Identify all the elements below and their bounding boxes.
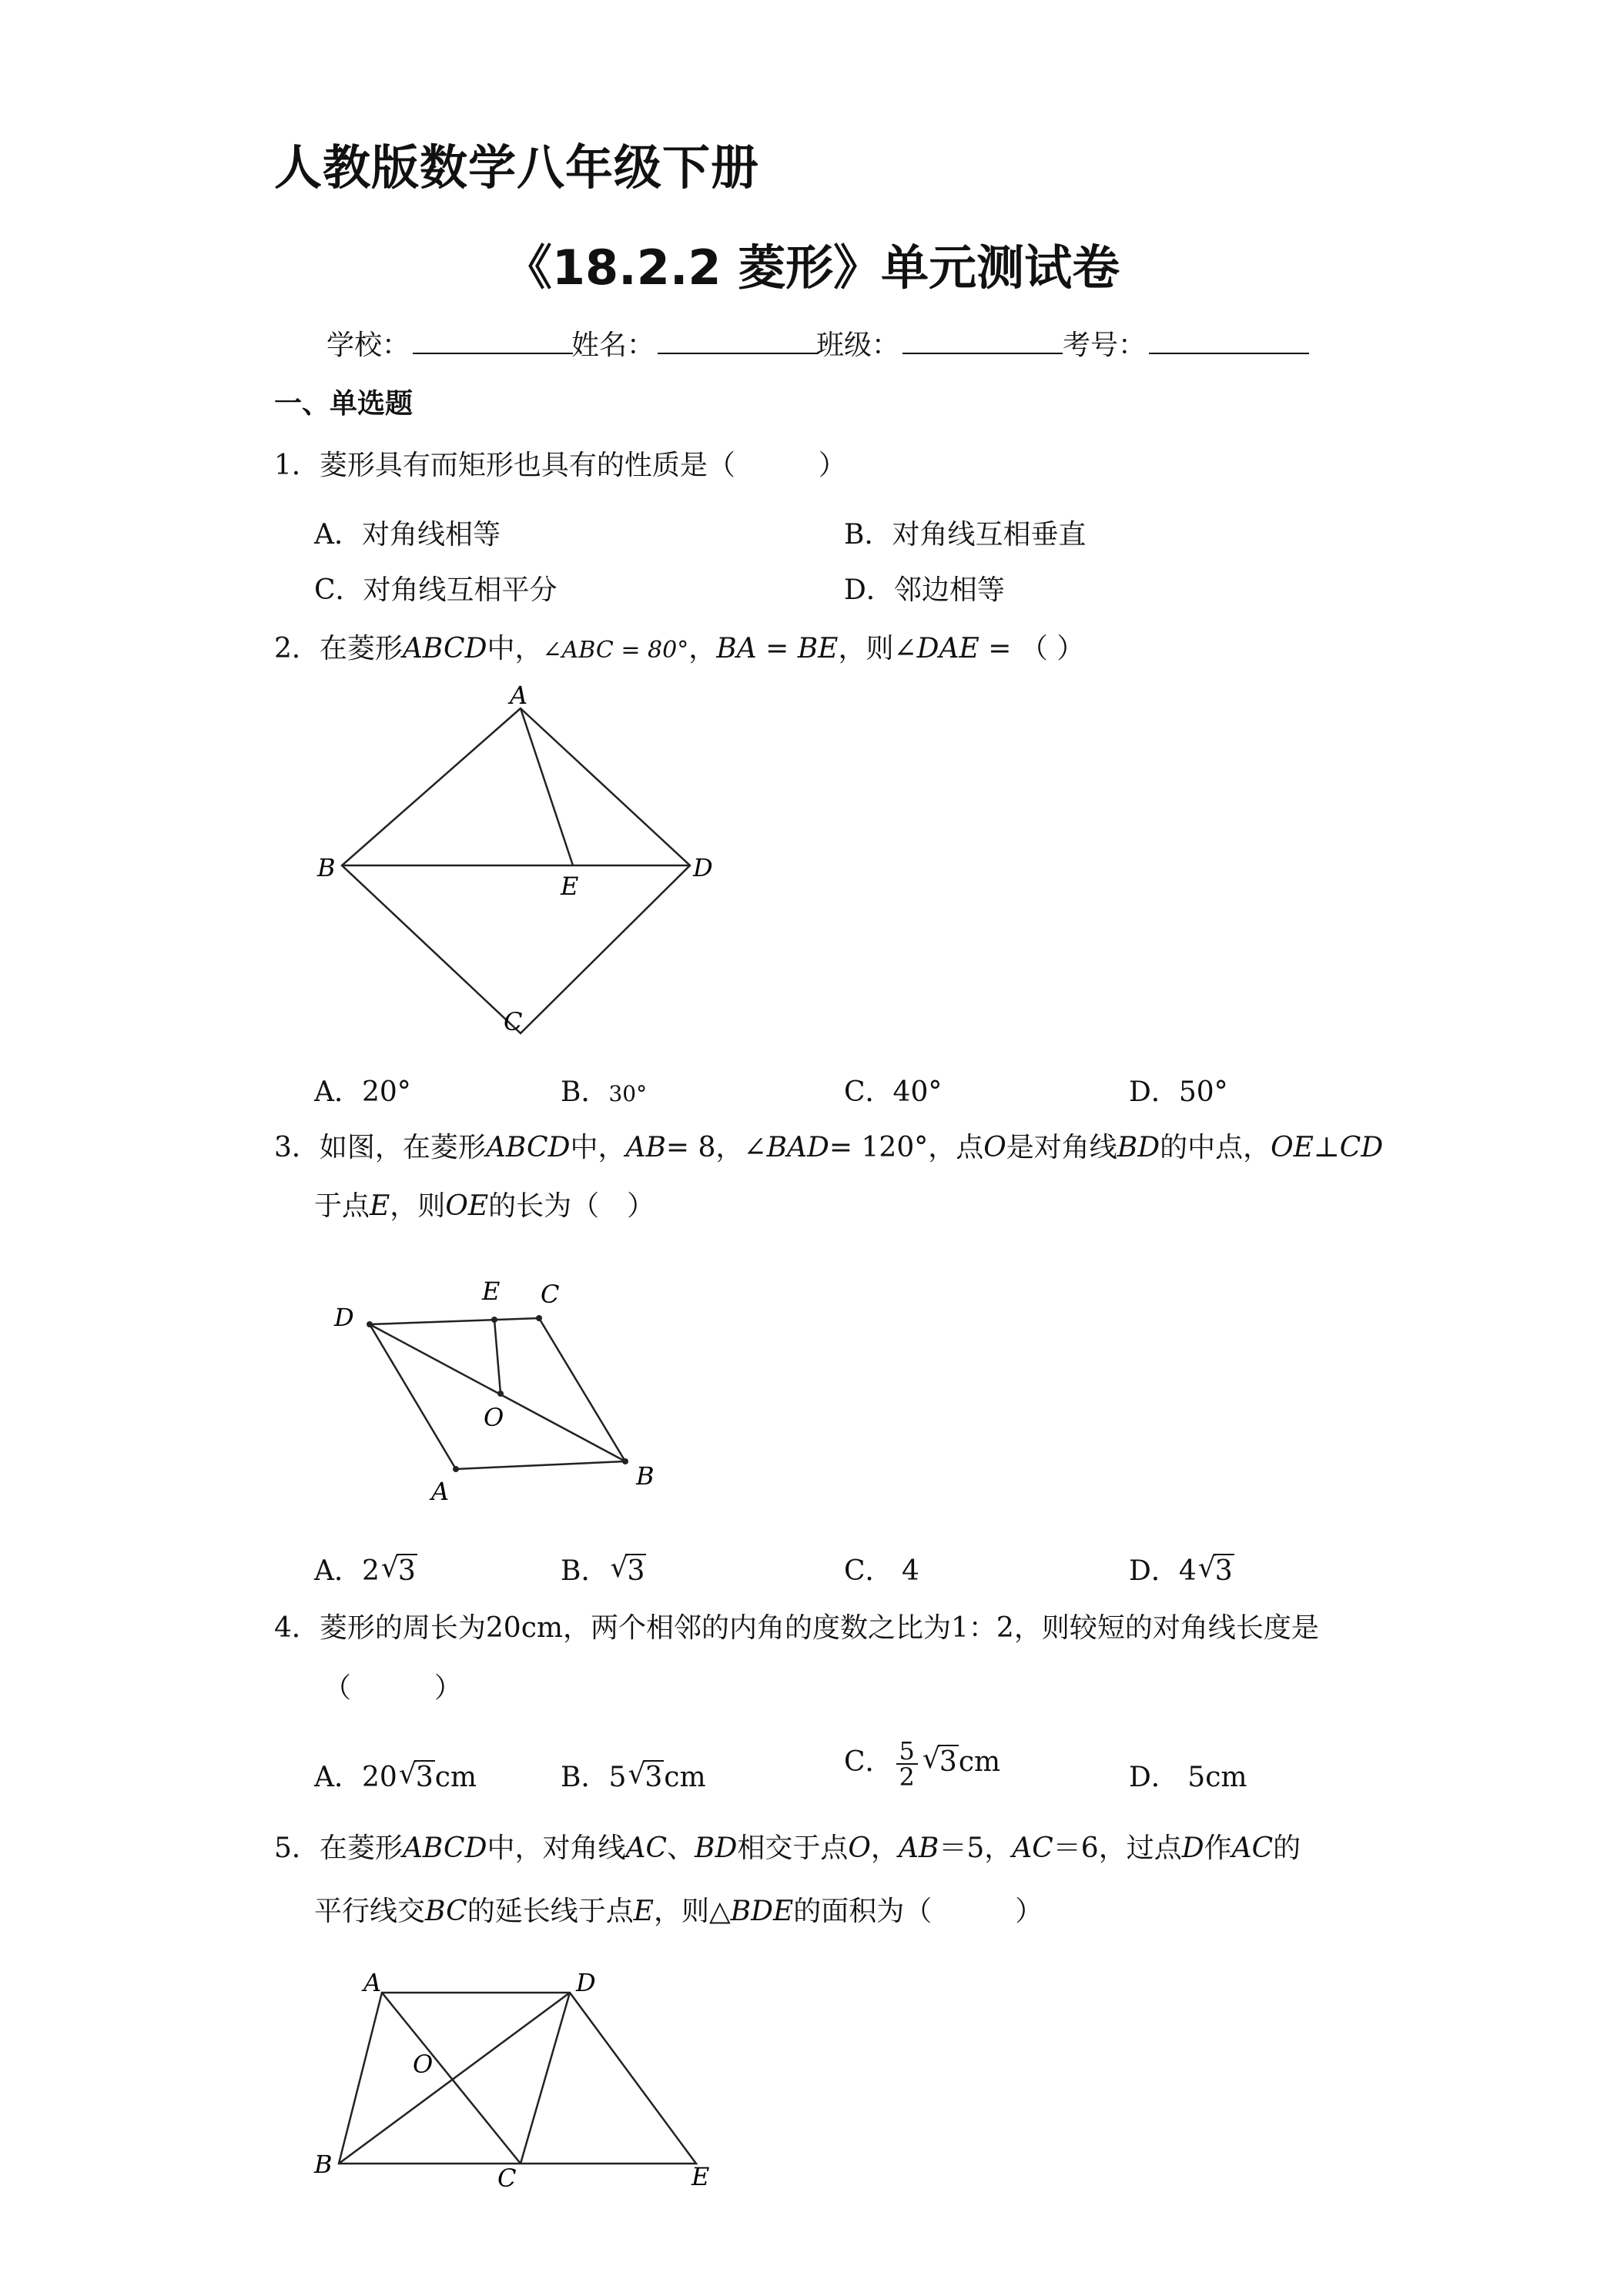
exam-number-field[interactable] [1063,323,1309,363]
q5-label-o: O [413,2050,434,2079]
q2-label-c: C [504,1007,523,1036]
q5-label-d: D [576,1968,596,1997]
q3-option-a[interactable]: A．2√ 3 [314,1549,417,1588]
q3-segment-oe [494,1320,501,1394]
q5-trapezoid-outline [339,1993,696,2164]
q1-option-d[interactable]: D．邻边相等 [844,574,1005,606]
question-5-line-1: 5．在菱形ABCD中，对角线AC、BD相交于点O，AB＝5，AC＝6，过点D作AC的 [274,1832,1301,1864]
q5-label-b: B [314,2150,333,2179]
q4-option-a[interactable]: A．20√ 3cm [314,1755,477,1795]
q2-rhombus-figure [308,678,739,1047]
section-title: 一、单选题 [274,388,414,420]
q5-diagonal-ac [382,1993,521,2164]
q3-label-a: A [431,1477,450,1506]
question-2-text: 2．在菱形ABCD中，∠ABC = 80°，BA = BE，则∠DAE = （ ） [274,633,1085,664]
question-4-line-2: （ ） [323,1672,463,1704]
q2-label-e: E [561,872,579,901]
name-field[interactable] [571,323,818,363]
exam-number-blank[interactable] [1149,330,1309,354]
q4-option-c[interactable]: C． $\frac{5}{2}$ √ 3cm [844,1739,1000,1789]
q2-option-b[interactable]: B．30° [561,1076,648,1108]
q4-option-d[interactable]: D． 5cm [1129,1762,1247,1793]
q5-side-cd [521,1993,570,2164]
q4-option-b[interactable]: B．5√ 3cm [561,1755,706,1795]
school-label: 学校： [326,330,410,361]
question-3-line-1: 3．如图，在菱形ABCD中，AB= 8，∠BAD= 120°，点O是对角线BD的中点，OE⊥CD [274,1132,1384,1163]
q5-label-e: E [691,2162,710,2187]
name-blank[interactable] [658,330,818,354]
q2-option-a[interactable]: A．20° [314,1076,411,1108]
q3-option-c[interactable]: C． 4 [844,1555,919,1587]
q1-option-a[interactable]: A．对角线相等 [314,519,501,551]
q3-label-d: D [334,1303,354,1332]
q2-option-d[interactable]: D．50° [1129,1076,1228,1108]
q5-label-a: A [363,1968,382,1997]
q3-option-d[interactable]: D．4√ 3 [1129,1549,1234,1588]
q3-label-e: E [482,1277,501,1306]
q5-diagonal-bd [339,1993,570,2164]
class-label: 班级： [816,330,900,361]
q2-label-a: A [510,681,528,710]
q2-label-b: B [317,853,336,882]
q3-diagonal-bd [370,1324,625,1461]
q3-rhombus-figure [308,1263,708,1509]
question-3-line-2: 于点E，则OE的长为（ ） [314,1190,655,1222]
q5-rhombus-figure [308,1956,739,2187]
q3-label-c: C [541,1280,560,1309]
q1-option-c[interactable]: C．对角线互相平分 [314,574,558,606]
question-1-text: 1．菱形具有而矩形也具有的性质是（ ） [274,450,846,481]
question-4-line-1: 4．菱形的周长为20cm，两个相邻的内角的度数之比为1：2，则较短的对角线长度是 [274,1612,1319,1644]
class-blank[interactable] [902,330,1063,354]
school-field[interactable] [326,323,573,363]
q2-label-d: D [693,853,713,882]
school-blank[interactable] [413,330,573,354]
question-5-line-2: 平行线交BC的延长线于点E，则△BDE的面积为（ ） [314,1896,1043,1927]
document-title: 人教版数学八年级下册 [274,139,760,196]
q2-option-c[interactable]: C．40° [844,1076,943,1108]
q3-option-b[interactable]: B．√ 3 [561,1549,646,1588]
document-subtitle: 《18.2.2 菱形》单元测试卷 [504,239,1120,296]
q2-rhombus-outline [342,708,690,1033]
q5-label-c: C [497,2164,517,2187]
name-label: 姓名： [571,330,655,361]
exam-number-label: 考号： [1063,330,1147,361]
q3-label-o: O [484,1403,504,1432]
q3-label-b: B [636,1461,655,1491]
class-field[interactable] [816,323,1063,363]
q1-option-b[interactable]: B．对角线互相垂直 [844,519,1087,551]
